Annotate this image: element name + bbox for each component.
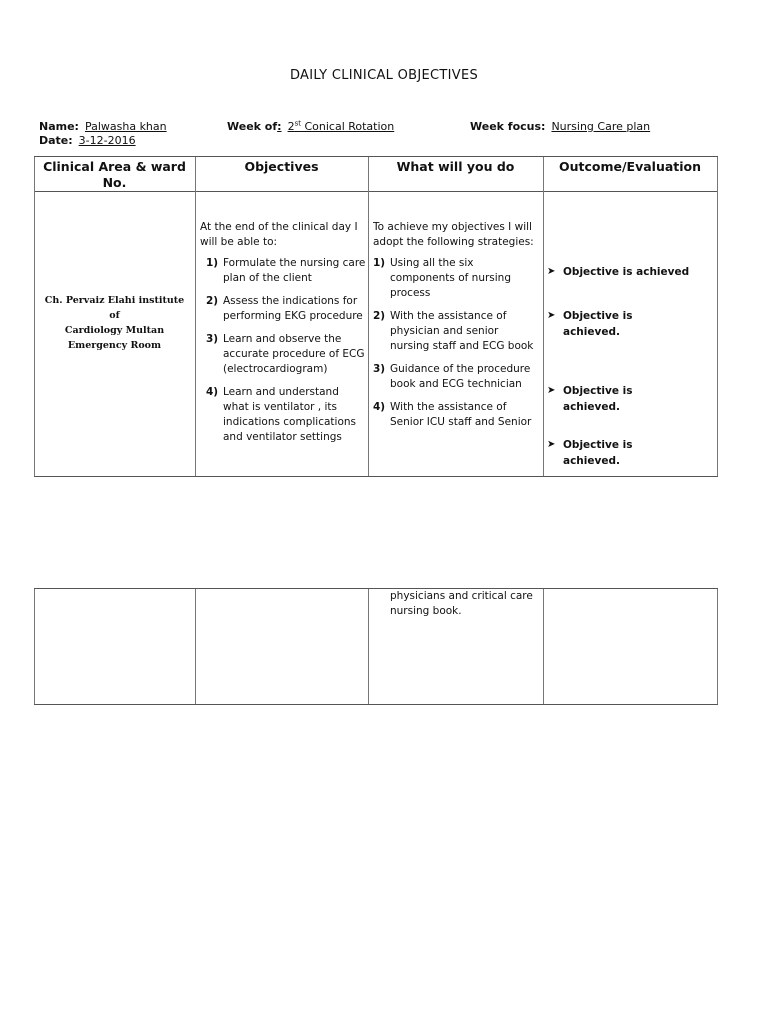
name-value: Palwasha khan — [84, 120, 167, 133]
clinical-area-cell — [34, 293, 195, 353]
objectives-cell — [200, 220, 366, 476]
outcomes-cell — [543, 157, 717, 476]
objective-item: 3) Learn and observe the accurate procedure of ECG (electrocardiogram) — [206, 333, 365, 375]
arrowhead-bullet-icon: ➤ — [547, 439, 556, 450]
column-divider — [195, 157, 196, 476]
objective-item: 2) Assess the indications for performing EKG procedure — [206, 295, 363, 322]
column-divider — [368, 157, 369, 476]
name-label: Name: — [39, 120, 79, 133]
week-num: 2 — [287, 120, 295, 133]
outcome-item: ➤ Objective is achieved — [547, 266, 690, 278]
focus-value: Nursing Care plan — [551, 120, 651, 133]
week-colon: : — [277, 120, 282, 133]
strategies-intro: To achieve my objectives I will adopt the following strategies: — [373, 221, 534, 248]
column-divider — [368, 589, 369, 704]
outcome-item: ➤ Objective is achieved. — [547, 310, 633, 338]
week-sup: st — [294, 119, 301, 128]
date-label: Date: — [39, 134, 73, 147]
date-field — [39, 134, 136, 147]
table-border-left — [34, 589, 35, 704]
strategy-item: 4) With the assistance of Senior ICU staff and Senior — [373, 401, 532, 428]
week-value — [277, 120, 394, 133]
outcome-item: ➤ Objective is achieved. — [547, 439, 633, 467]
arrowhead-bullet-icon: ➤ — [547, 385, 556, 396]
header-what-will-you-do: What will you do — [396, 159, 515, 174]
objectives-table — [34, 156, 718, 477]
table-border-right — [717, 157, 718, 476]
header-objectives: Objectives — [244, 159, 319, 174]
focus-field — [470, 120, 650, 133]
arrowhead-bullet-icon: ➤ — [547, 310, 556, 321]
objective-item: 1) Formulate the nursing care plan of the client — [206, 257, 366, 284]
page-title: DAILY CLINICAL OBJECTIVES — [289, 68, 479, 83]
objectives-intro: At the end of the clinical day I will be able to: — [200, 221, 358, 248]
objective-item: 4) Learn and understand what is ventilator , its indications complications and ventilator settings — [206, 386, 356, 443]
outcome-item: ➤ Objective is achieved. — [547, 385, 633, 413]
objectives-table-continued — [34, 588, 718, 705]
week-field — [227, 120, 394, 133]
strategies-cell — [373, 220, 541, 476]
week-label: Week of — [227, 120, 278, 133]
date-value: 3-12-2016 — [78, 134, 136, 147]
week-rest: Conical Rotation — [300, 120, 395, 133]
header-clinical-area: Clinical Area & ward No. — [43, 159, 186, 190]
strategy-item: 3) Guidance of the procedure book and ECG technician — [373, 363, 531, 390]
strategy-continued-text: physicians and critical care nursing book. — [390, 590, 533, 617]
strategy-item: 2) With the assistance of physician and senior nursing staff and ECG book — [373, 310, 534, 352]
clinical-area-line: Ch. Pervaiz Elahi institute of — [44, 295, 185, 321]
arrowhead-bullet-icon: ➤ — [547, 266, 556, 277]
table-border-right — [717, 589, 718, 704]
name-field — [39, 120, 167, 133]
header-outcome: Outcome/Evaluation — [558, 159, 702, 174]
column-divider — [543, 589, 544, 704]
strategy-item: 1) Using all the six components of nursing process — [373, 257, 512, 299]
focus-label: Week focus: — [470, 120, 546, 133]
clinical-area-line: Emergency Room — [67, 340, 162, 351]
column-divider — [195, 589, 196, 704]
clinical-area-line: Cardiology Multan — [64, 325, 165, 336]
